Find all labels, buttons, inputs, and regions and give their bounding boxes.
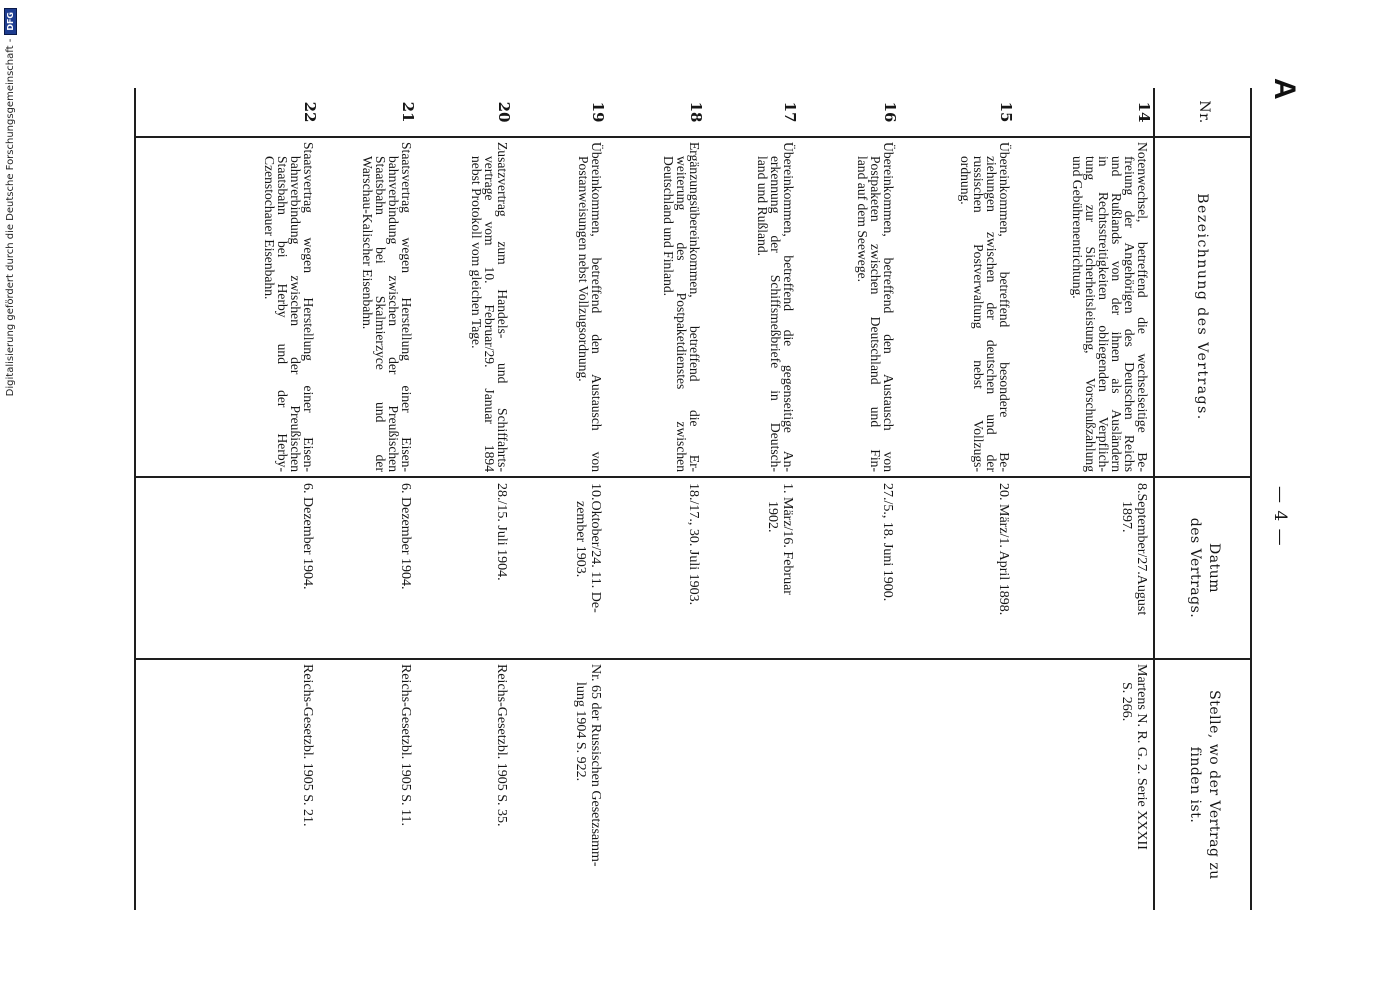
- description-line: in Rechtsstreitigkeiten obliegenden Verpflich-: [1096, 156, 1111, 472]
- description-line: ordnung.: [958, 156, 973, 205]
- row-description: [577, 142, 603, 472]
- row-number: 21: [399, 101, 417, 123]
- column-rule-1: [136, 136, 1251, 138]
- description-line: tung zur Sicherheitsleistung, Vorschußzahlung: [1083, 156, 1098, 472]
- description-line: Warschau-Kalischer Eisenbahn.: [360, 156, 375, 330]
- source-line: Reichs-Gesetzbl. 1905 S. 35.: [494, 664, 509, 827]
- description-line: Staatsbahn bei Herby und der Herby-: [275, 156, 290, 472]
- description-line: land auf dem Seewege.: [855, 156, 870, 283]
- header-bezeichnung: Bezeichnung des Vertrags.: [1194, 193, 1210, 421]
- column-rule-2: [136, 476, 1251, 478]
- row-source: [300, 664, 315, 827]
- row-description: [361, 142, 413, 472]
- header-datum: [1185, 478, 1223, 658]
- row-number: 17: [781, 101, 799, 123]
- source-line: S. 266.: [1119, 682, 1134, 722]
- page-number: — 4 —: [1270, 486, 1290, 547]
- row-number: 18: [687, 101, 705, 123]
- description-line: Staatsvertrag wegen Herstellung einer Eisen-: [399, 142, 414, 472]
- row-description: [662, 142, 701, 472]
- description-line: Staatsvertrag wegen Herstellung einer Eisen-: [301, 142, 316, 472]
- row-date: [765, 483, 795, 595]
- description-line: Übereinkommen, betreffend den Austausch von: [881, 142, 896, 472]
- description-line: Staatsbahn bei Skalmierzyce und der: [373, 156, 388, 472]
- header-datum-line2: des Vertrags.: [1187, 517, 1203, 619]
- date-line: 6. Dezember 1904.: [398, 483, 413, 590]
- description-line: Postanweisungen nebst Vollzugsordnung.: [576, 156, 591, 382]
- footer-text: Digitalisierung gefördert durch die Deutsche Forschungsgemeinschaft -: [4, 38, 16, 397]
- description-line: erkennung der Schiffsmeßbriefe in Deutsch-: [768, 156, 783, 472]
- row-source: [494, 664, 509, 827]
- row-number: 22: [301, 101, 319, 123]
- date-line: 27./5., 18. Juni 1900.: [880, 483, 895, 602]
- description-line: und Rußlands von der ihnen als Ausländern: [1109, 156, 1124, 472]
- row-date: [1119, 483, 1149, 615]
- source-line: Nr. 65 der Russischen Gesetzsamm-: [588, 664, 603, 867]
- source-line: Reichs-Gesetzbl. 1905 S. 21.: [300, 664, 315, 827]
- source-line: lung 1904 S. 922.: [573, 682, 588, 782]
- description-line: russischen Postverwaltung nebst Vollzugs-: [971, 156, 986, 472]
- table-bottom-rule: [134, 88, 136, 910]
- date-line: 6. Dezember 1904.: [300, 483, 315, 590]
- row-date: [494, 483, 509, 581]
- date-line: 1897.: [1119, 501, 1134, 533]
- row-description: [1071, 142, 1149, 472]
- row-description: [959, 142, 1011, 472]
- row-source: [398, 664, 413, 826]
- source-line: Martens N. R. G. 2. Serie XXXII: [1134, 664, 1149, 850]
- description-line: Übereinkommen, betreffend besondere Be-: [997, 142, 1012, 472]
- date-line: 10.Oktober/24. 11. De-: [588, 483, 603, 613]
- header-top-rule: [1250, 88, 1252, 910]
- header-stelle-line1: Stelle, wo der Vertrag zu: [1206, 690, 1222, 880]
- description-line: vertrage vom 10. Februar/29. Januar 1894: [482, 156, 497, 472]
- header-stelle-line2: finden ist.: [1187, 746, 1203, 824]
- description-line: Postpaketen zwischen Deutschland und Fin-: [868, 156, 883, 472]
- description-line: Übereinkommen, betreffend den Austausch von: [589, 142, 604, 472]
- row-date: [880, 483, 895, 601]
- description-line: Czenstochauer Eisenbahn.: [262, 156, 277, 300]
- page-letter: A: [1268, 78, 1301, 100]
- description-line: Zusatzvertrag zum Handels- und Schiffahrts-: [495, 142, 510, 472]
- description-line: bahnverbindung zwischen der Preußischen: [386, 156, 401, 472]
- description-line: Deutschland und Finland.: [661, 156, 676, 297]
- dfg-logo: DFG: [4, 8, 17, 35]
- description-line: und Gebührenentrichtung.: [1070, 156, 1085, 299]
- header-nr: Nr.: [1196, 100, 1212, 124]
- date-line: 1. März/16. Februar: [780, 483, 795, 595]
- row-date: [300, 483, 315, 590]
- header-bottom-rule: [1153, 88, 1155, 910]
- row-number: 19: [589, 101, 607, 123]
- row-number: 15: [997, 101, 1015, 123]
- row-description: [856, 142, 895, 472]
- row-date: [398, 483, 413, 590]
- row-description: [756, 142, 795, 472]
- description-line: land und Rußland.: [755, 156, 770, 257]
- column-rule-3: [136, 658, 1251, 660]
- row-date: [573, 483, 603, 613]
- date-line: 20. März/1. April 1898.: [996, 483, 1011, 616]
- description-line: ziehungen zwischen der deutschen und der: [984, 156, 999, 472]
- header-datum-line1: Datum: [1206, 543, 1222, 593]
- description-line: weiterung des Postpaketdienstes zwischen: [674, 156, 689, 472]
- row-number: 14: [1135, 101, 1153, 123]
- description-line: freiung der Angehörigen des Deutschen Reichs: [1122, 156, 1137, 472]
- date-line: 28./15. Juli 1904.: [494, 483, 509, 581]
- date-line: 8.September/27.August: [1134, 483, 1149, 616]
- header-stelle: [1185, 660, 1223, 910]
- row-source: [573, 664, 603, 867]
- row-description: [263, 142, 315, 472]
- footer-credit: [0, 0, 20, 1000]
- row-source: [1119, 664, 1149, 850]
- row-date: [996, 483, 1011, 615]
- description-line: nebst Protokoll vom gleichen Tage.: [469, 156, 484, 349]
- date-line: zember 1903.: [573, 501, 588, 578]
- source-line: Reichs-Gesetzbl. 1905 S. 11.: [398, 664, 413, 827]
- description-line: Ergänzungsübereinkommen, betreffend die Er-: [687, 142, 702, 472]
- row-description: [470, 142, 509, 472]
- row-number: 16: [881, 101, 899, 123]
- description-line: bahnverbindung zwischen der Preußischen: [288, 156, 303, 472]
- description-line: Notenwechsel, betreffend die wechselseitige Be-: [1135, 142, 1150, 472]
- row-number: 20: [495, 101, 513, 123]
- row-date: [686, 483, 701, 605]
- date-line: 18./17., 30. Juli 1903.: [686, 483, 701, 606]
- description-line: Übereinkommen, betreffend die gegenseitige An-: [781, 142, 796, 472]
- date-line: 1902.: [765, 501, 780, 533]
